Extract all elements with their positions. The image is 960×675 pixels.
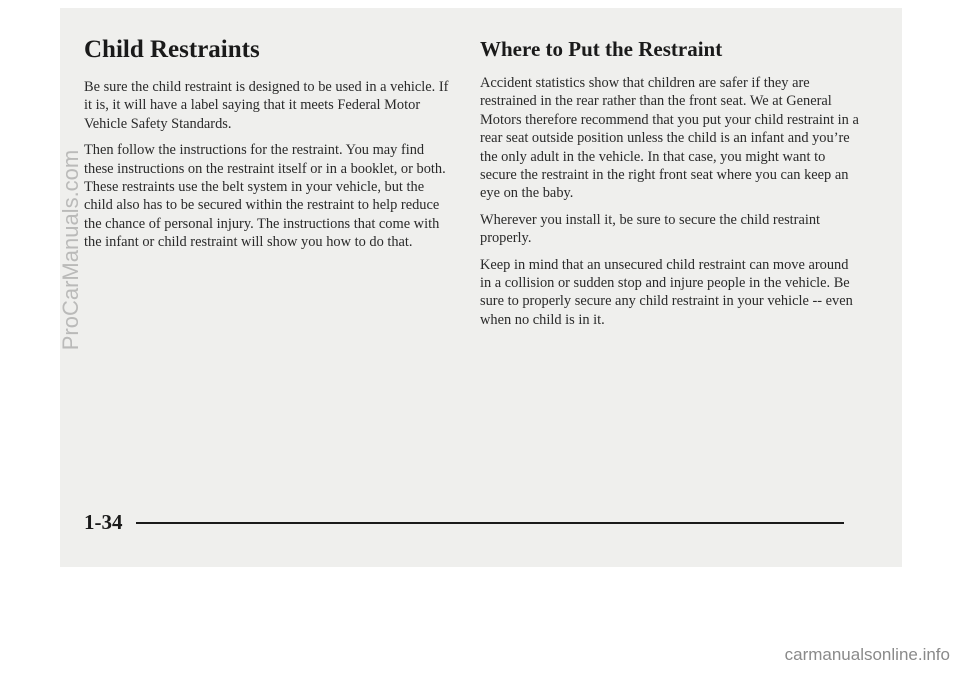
paragraph: Then follow the instructions for the restraint. You may find these instructions on the restraint itself or in a booklet, or both. These restraints use the belt system in your vehicle, but the child also has to be secured within the restraint to help reduce the chance of personal injury. The instructions that come with the infant or child restraint will show you how to do that. (84, 142, 446, 251)
page-footer (84, 510, 846, 540)
watermark-text: ProCarManuals.com (58, 149, 83, 351)
section-heading-where-to-put: Where to Put the Restraint (480, 37, 723, 61)
where-to-put-restraint-section (480, 36, 862, 337)
footer-rule (136, 522, 844, 524)
paragraph: Be sure the child restraint is designed to be used in a vehicle. If it is, it will have a label saying that it meets Federal Motor Vehicle Safety Standards. (84, 79, 449, 132)
paragraph: Accident statistics show that children are safer if they are restrained in the rear rather than the front seat. We at General Motors therefore recommend that you put your child restraint in a rear seat outside position unless the child is an infant and you’re the only adult in the vehicle. In that case, you might want to secure the restraint in the right front seat where you can keep an eye on the baby. (480, 75, 859, 202)
section-heading-child-restraints: Child Restraints (84, 36, 260, 63)
paragraph: Wherever you install it, be sure to secure the child restraint properly. (480, 211, 821, 247)
page-number: 1-34 (84, 510, 123, 534)
manual-page (60, 8, 902, 567)
child-restraints-section (84, 36, 454, 260)
paragraph: Keep in mind that an unsecured child restraint can move around in a collision or sudden stop and injure people in the vehicle. Be sure to properly secure any child restraint in your vehicle -- even when no child is in it. (480, 256, 853, 328)
site-watermark-link[interactable]: carmanualsonline.info (784, 645, 950, 664)
